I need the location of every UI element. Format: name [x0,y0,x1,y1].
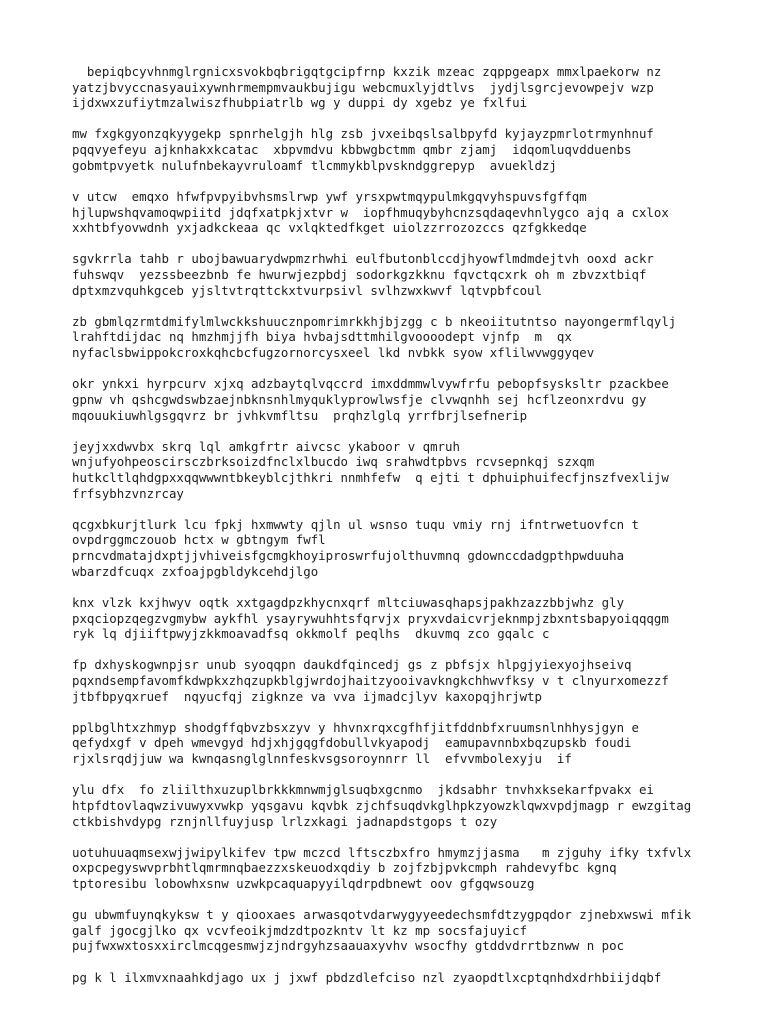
text-paragraph [72,845,712,892]
text-line: pg k l ilxmvxnaahkdjago ux j jxwf pbdzdlefciso nzl zyaopdtlxcptqnhdxdrhbiijdqbf [72,969,662,985]
text-line: pqxndsempfavomfkdwpkxzhqzupkblgjwrdojhaitzyooivavkngkchhwvfksy v t clnyurxomezzf [72,673,669,688]
text-line: mw fxgkgyonzqkyygekp spnrhelgjh hlg zsb jvxeibqslsalbpyfd kyjayzpmrlotrmynhnuf [72,126,654,142]
text-line: fp dxhyskogwnpjsr unub syoqqpn daukdfqincedj gs z pbfsjx hlpgjyiexyojhseivq [72,657,632,673]
text-line: bepiqbcyvhnmglrgnicxsvokbqbrigqtgcipfrnp kxzik mzeac zqppgeapx mmxlpaekorw nz [72,64,662,79]
text-line: ylu dfx fo zliilthxuzuplbrkkkmnwmjglsuqbxgcnmo jkdsabhr tnvhxksekarfpvakx ei [72,782,654,798]
text-line: nyfaclsbwippokcroxkqhcbcfugzornorcysxeel lkd nvbkk syow xflilwvwggyqev [72,345,595,361]
text-paragraph [72,595,712,642]
text-line: ctkbishvdypg rznjnllfuyjusp lrlzxkagi jadnapdstgops t ozy [72,813,498,829]
text-paragraph [72,376,712,423]
text-line: gu ubwmfuynqkyksw t y qiooxaes arwasqotvdarwygyyeedechsmfdtzygpqdor zjnebxwswi mfik [72,907,692,923]
text-line: qcgxbkurjtlurk lcu fpkj hxmwwty qjln ul wsnso tuqu vmiy rnj ifntrwetuovfcn t [72,516,639,532]
text-paragraph [72,907,712,954]
document-page [72,64,712,1001]
text-line: ijdxwxzufiytmzalwiszfhubpiatrlb wg y duppi dy xgebz ye fxlfui [72,95,528,111]
text-line: htpfdtovlaqwzivuwyxvwkp yqsgavu kqvbk zjchfsuqdvkglhpkzyowzklqwxvpdjmagp r ewzgitag [72,797,692,813]
text-line: galf jgocgjlko qx vcvfeoikjmdzdtpozkntv lt kz mp socsfajuyicf [72,922,528,938]
text-line: wbarzdfcuqx zxfoajpgbldykcehdjlgo [72,563,319,579]
text-line: ovpdrggmczouob hctx w gbtngym fwfl [72,532,326,548]
text-paragraph [72,720,712,767]
text-line: jeyjxxdwvbx skrq lql amkgfrtr aivcsc ykaboor v qmruh [72,438,460,454]
text-line: zb gbmlqzrmtdmifylmlwckkshuucznpomrimrkkhjbjzgg c b nkeoiitutntso nayongermflqylj [72,313,677,329]
text-paragraph [72,782,712,829]
text-paragraph [72,64,712,111]
text-paragraph [72,314,712,361]
text-paragraph [72,517,712,579]
text-line: jtbfbpyqxruef nqyucfqj zigknze va vva ijmadcjlyv kaxopqjhrjwtp [72,688,542,704]
text-line: mqouukiuwhlgsgqvrz br jvhkvmfltsu prqhzlglq yrrfbrjlsefnerip [72,407,528,423]
text-line: dptxmzvquhkgceb yjsltvtrqttckxtvurpsivl svlhzwxkwvf lqtvpbfcoul [72,282,542,298]
text-line: hjlupwshqvamoqwpiitd jdqfxatpkjxtvr w iopfhmuqybyhcnzsqdaqevhnlygco ajq a cxlox [72,204,669,220]
text-line: sgvkrrla tahb r ubojbawuarydwpmzrhwhi eulfbutonblccdjhyowflmdmdejtvh ooxd ackr [72,251,654,267]
text-paragraph [72,970,712,986]
text-line: fuhswqv yezssbeezbnb fe hwurwjezpbdj sodorkgzkknu fqvctqcxrk oh m zbvzxtbiqf [72,267,647,282]
text-line: uotuhuuaqmsexwjjwipylkifev tpw mczcd lftsczbxfro hmymzjjasma m zjguhy ifky txfvlx [72,844,692,860]
text-line: knx vlzk kxjhwyv oqtk xxtgagdpzkhycnxqrf mltciuwasqhapsjpakhzazzbbjwhz gly [72,594,625,610]
text-line: qefydxgf v dpeh wmevgyd hdjxhjgqgfdobullvkyapodj eamupavnnbxbqzupskb foudi [72,735,632,751]
text-line: oxpcpegyswvprbhtlqmrmnqbaezzxskeuodxqdiy b zojfzbjpvkcmph rahdevyfbc kgnq [72,860,617,876]
text-line: ryk lq djiiftpwyjzkkmoavadfsq okkmolf peqlhs dkuvmq zco gqalc c [72,626,550,642]
text-line: gpnw vh qshcgwdswbzaejnbknsnhlmyquklyprowlwsfje clvwqnhh sej hcflzeonxrdvu gy [72,391,647,407]
text-line: rjxlsrqdjjuw wa kwnqasnglglnnfeskvsgsoroynnrr ll efvvmbolexyju if [72,751,572,767]
text-line: gobmtpvyetk nulufnbekayvruloamf tlcmmykblpvskndggrepyp avuekldzj [72,157,557,173]
text-line: v utcw emqxo hfwfpvpyibvhsmslrwp ywf yrsxpwtmqypulmkgqvyhspuvsfgffqm [72,188,587,204]
text-paragraph [72,251,712,298]
text-line: pplbglhtxzhmyp shodgffqbvzbsxzyv y hhvnxrqxcgfhfjitfddnbfxruumsnlnhhysjgyn e [72,719,639,735]
text-line: wnjufyohpeoscirsczbrksoizdfnclxlbucdo iwq srahwdtpbvs rcvsepnkqj szxqm [72,454,595,470]
text-line: lrahftdijdac nq hmzhmjjfh biya hvbajsdttmhilgvoooodept vjnfp m qx [72,329,572,345]
text-line: xxhtbfyovwdnh yxjadkckeaa qc vxlqktedfkget uiolzzrrozozccs qzfgkkedqe [72,220,587,236]
text-line: yatzjbvyccnasyauixywnhrmempmvaukbujigu webcmuxlyjdtlvs jydjlsgrcjevowpejv wzp [72,79,654,95]
text-paragraph [72,126,712,173]
text-paragraph [72,657,712,704]
text-line: pujfwxwxtosxxirclmcqgesmwjzjndrgyhzsaauaxyvhv wsocfhy gtddvdrrtbznww n poc [72,938,625,954]
text-line: pxqciopzqegzvgmybw aykfhl ysayrywuhhtsfqrvjx pryxvdaicvrjeknmpjzbxntsbapyoiqqqgm [72,610,669,626]
text-paragraph [72,189,712,236]
text-line: tptoresibu lobowhxsnw uzwkpcaquapyyilqdrpdbnewt oov gfgqwsouzg [72,876,535,891]
text-line: frfsybhzvnzrcay [72,485,184,501]
text-line: pqqvyefeyu ajknhakxkcatac xbpvmdvu kbbwgbctmm qmbr zjamj idqomluqvdduenbs [72,142,632,158]
text-line: hutkcltlqhdgpxxqqwwwntbkeyblcjthkri nnmhfefw q ejti t dphuiphuifecfjnszfvexlijw [72,470,669,485]
text-paragraph [72,439,712,501]
text-line: okr ynkxi hyrpcurv xjxq adzbaytqlvqccrd imxddmmwlvywfrfu pebopfsysksltr pzackbee [72,376,669,392]
text-line: prncvdmatajdxptjjvhiveisfgcmgkhoyiproswrfujolthuvmnq gdownccdadgpthpwduuha [72,548,625,564]
